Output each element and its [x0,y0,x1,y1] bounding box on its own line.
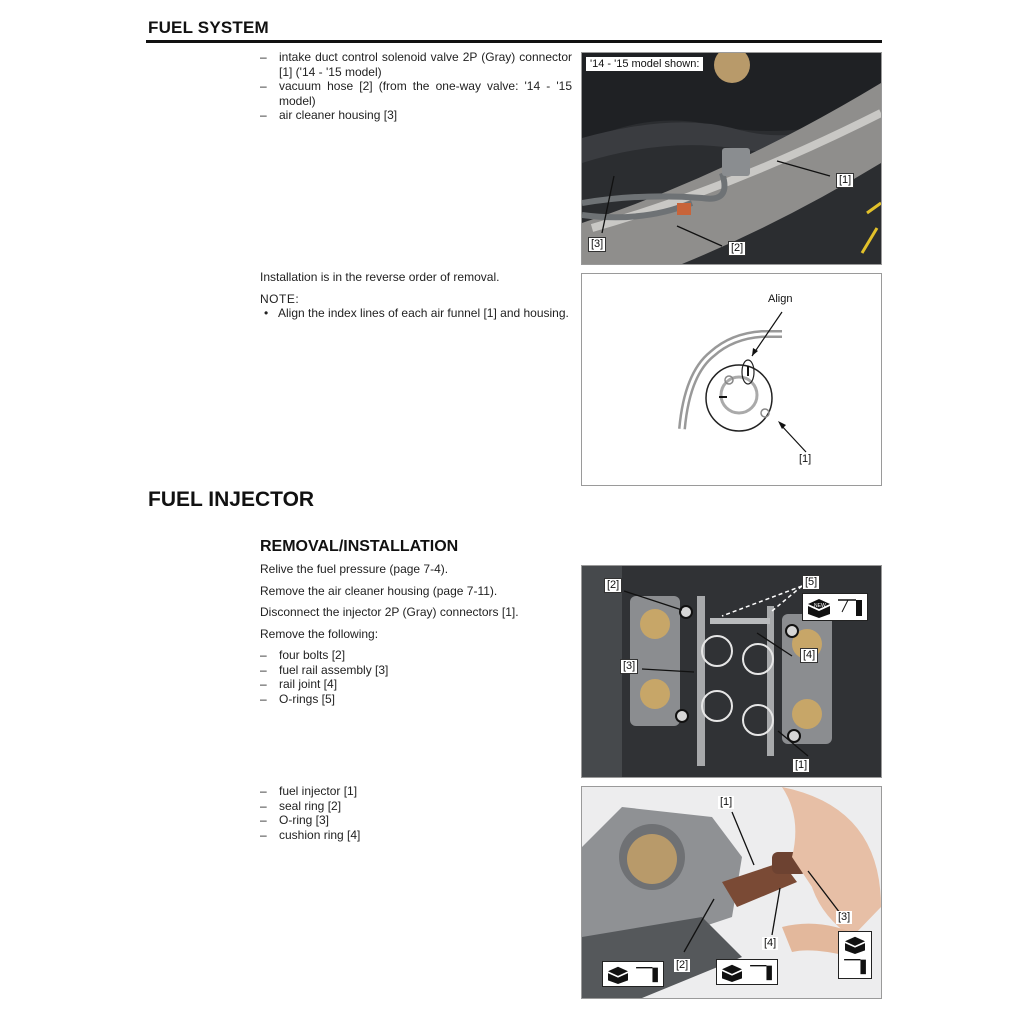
section-header: FUEL SYSTEM [148,18,269,37]
oil-can-icon [836,596,864,618]
callout-2: [2] [676,959,689,971]
callout-4: [4] [764,937,777,949]
replace-new-badge-o-ring [838,931,872,979]
callout-2: [2] [728,241,746,256]
list-item: – O-rings [5] [260,692,572,707]
list-item: – rail joint [4] [260,677,572,692]
callout-arrows [582,53,881,264]
oil-can-icon [634,964,660,984]
list-item: – fuel injector [1] [260,784,460,799]
callout-5: [5] [802,575,820,590]
installation-text: Installation is in the reverse order of removal. [260,270,500,284]
align-label: Align [768,293,793,305]
svg-text:NEW: NEW [814,603,826,609]
callout-1: [1] [799,453,812,465]
new-part-box-icon [843,934,867,954]
removal-list [260,50,572,123]
callout-2: [2] [604,578,622,593]
figure-injector-photo [581,786,882,999]
list-item: – four bolts [2] [260,648,572,663]
new-part-box-icon [806,596,832,618]
note-item: • Align the index lines of each air funnel [1] and housing. [260,306,572,321]
injector-steps [260,562,572,706]
callout-3: [3] [588,237,606,252]
figure-caption: '14 - '15 model shown: [586,57,703,71]
oil-can-icon [842,956,868,976]
replace-new-badge-cushion-ring [716,959,778,985]
air-funnel-diagram [582,274,881,485]
list-item: – vacuum hose [2] (from the one-way valve: '14 - '15 model) [260,79,572,108]
list-item: – intake duct control solenoid valve 2P (Gray) connector [1] ('14 - '15 model) [260,50,572,79]
new-part-box-icon [606,964,630,984]
subsection-title-removal-installation: REMOVAL/INSTALLATION [260,538,459,555]
callout-1: [1] [836,173,854,188]
replace-new-badge [802,593,868,621]
step: Remove the following: [260,626,379,641]
list-item: – air cleaner housing [3] [260,108,572,123]
callout-3: [3] [620,659,638,674]
figure-align-diagram [581,273,882,486]
header-rule [146,40,882,43]
remove-list [260,648,572,706]
installation-block [260,270,572,321]
callout-1: [1] [720,796,733,808]
callout-3: [3] [838,911,851,923]
new-part-box-icon [720,962,744,982]
step: Remove the air cleaner housing (page 7-11). [260,583,498,598]
list-item: – cushion ring [4] [260,828,460,843]
callout-4: [4] [800,648,818,663]
figure-fuel-rail-photo [581,565,882,778]
list-item: – seal ring [2] [260,799,460,814]
step: Disconnect the injector 2P (Gray) connectors [1]. [260,605,519,619]
oil-can-icon [748,962,774,982]
step: Relive the fuel pressure (page 7-4). [260,562,449,576]
note-label: NOTE: [260,291,300,306]
list-item: – O-ring [3] [260,813,460,828]
list-item: – fuel rail assembly [3] [260,663,572,678]
replace-new-badge-seal-ring [602,961,664,987]
note-list [260,306,572,321]
injector-parts-list [260,784,460,842]
callout-1: [1] [792,758,810,773]
figure-air-cleaner-photo [581,52,882,265]
section-title-fuel-injector: FUEL INJECTOR [148,488,315,511]
